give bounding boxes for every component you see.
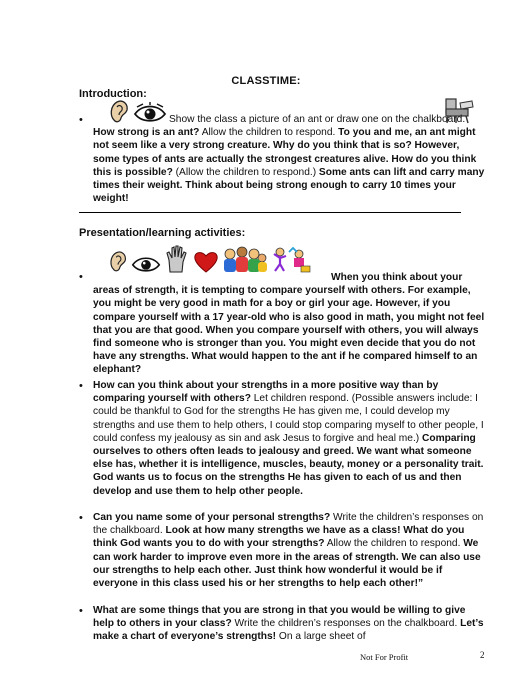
- text-segment: We can work harder to improve even more in the areas of strength. We can also use our strengths to help each other. Just think how wonderful it would be if everyone in this class used his or her strengths to help each other!”: [93, 538, 481, 590]
- kids-playing-icon: [271, 246, 311, 274]
- text-segment: Let’s make a chart of everyone’s strengths!: [93, 618, 484, 643]
- page-number: 2: [480, 650, 485, 660]
- activity-bullet-4: [93, 604, 488, 644]
- bullet-3-marker: •: [79, 512, 83, 524]
- text-segment: To you and me, an ant might not seem like a very strong creature. Why do you think that is so? However, some types of ants are actually the strongest creatures alive. How do you think this is possible?: [93, 127, 477, 178]
- text-segment: Show the class a picture of an ant or draw one on the chalkboard.: [169, 114, 466, 125]
- activity-bullet-1: [93, 271, 488, 377]
- text-segment: (Allow the children to respond.): [172, 166, 319, 178]
- text-segment: On a large sheet of: [276, 631, 366, 643]
- bullet-1-marker: •: [79, 271, 83, 283]
- children-group-icon: [222, 246, 268, 274]
- text-segment: Allow the children to respond.: [199, 127, 339, 139]
- presentation-heading: Presentation/learning activities:: [79, 227, 246, 239]
- text-segment: Comparing ourselves to others often leads to jealousy and greed. We want what someone else has, whether it is intelligence, muscles, beauty, money or a personality trait. God wants us to focus on the strengths He has given to each of us and then develop and use them to help other people.: [93, 432, 484, 497]
- hand-icon: [164, 244, 190, 274]
- introduction-heading: Introduction:: [79, 88, 147, 100]
- text-segment: How strong is an ant?: [93, 127, 200, 139]
- bullet-4-marker: •: [79, 605, 83, 617]
- text-segment: How can you think about your strengths in a more positive way than by comparing yourself with others?: [93, 380, 439, 405]
- text-segment: Can you name some of your personal strengths?: [93, 512, 331, 523]
- bullet-2-marker: •: [79, 380, 83, 392]
- text-segment: Some ants can lift and carry many times their weight. Think about being strong enough to carry 10 times your weight!: [93, 166, 485, 205]
- text-segment: Let children respond. (Possible answers include: I could be thankful to God for the strengths He has given me, I could develop my strengths and use them to help others, I could stop comparing myself to other people, I could confess my jealousy as sin and ask Jesus to forgive and heal me.): [93, 393, 484, 444]
- text-segment: Write the children’s responses on the chalkboard.: [231, 618, 461, 630]
- text-segment: Write the children’s responses on the chalkboard.: [93, 512, 484, 537]
- intro-bullet: •: [79, 114, 83, 126]
- presentation-icons: [108, 244, 311, 274]
- page-title: CLASSTIME:: [231, 75, 301, 87]
- text-segment: Allow the children to respond.: [324, 538, 464, 550]
- text-segment: When you think about your areas of strength, it is tempting to compare yourself with others. For example, you might be very good in math for a boy or girl your age. However, if you compare yourself with a 17 year-old who is also good in math, you might not feel that you are that good. When you compare yourself with others, you will always find someone who is stronger than you. You might even decide that you do not have any strengths. What would happen to the ant if he compared himself to an elephant?: [93, 272, 485, 376]
- footer-text: Not For Profit: [360, 652, 409, 662]
- section-divider: [79, 212, 461, 213]
- text-segment: Look at how many strengths we have as a class! What do you think God wants you to do with your strengths?: [93, 525, 465, 550]
- activity-bullet-3: [93, 511, 488, 590]
- activity-bullet-2: [93, 379, 488, 498]
- text-segment: What are some things that you are strong in that you would be willing to give help to others in your class?: [93, 605, 466, 630]
- introduction-paragraph: [93, 113, 488, 205]
